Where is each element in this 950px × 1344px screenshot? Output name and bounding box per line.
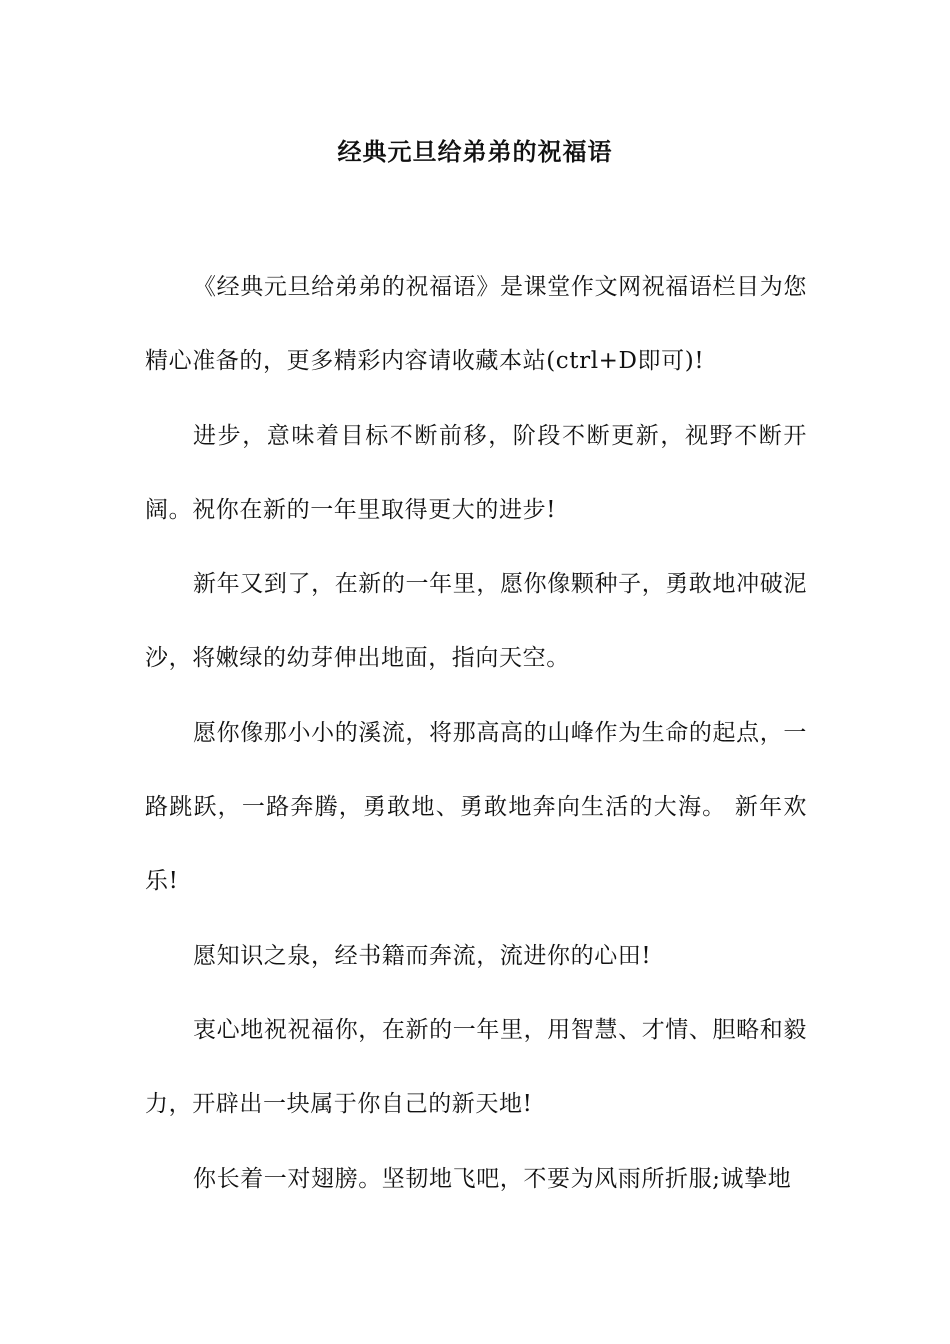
paragraph: 新年又到了，在新的一年里，愿你像颗种子，勇敢地冲破泥沙，将嫩绿的幼芽伸出地面，指向天空。	[145, 571, 807, 672]
paragraph: 你长着一对翅膀。坚韧地飞吧，不要为风雨所折服;诚挚地	[193, 1165, 792, 1192]
paragraph: 愿你像那小小的溪流，将那高高的山峰作为生命的起点，一路跳跃，一路奔腾，勇敢地、勇敢地奔向生活的大海。 新年欢乐!	[145, 719, 807, 895]
paragraph: 《经典元旦给弟弟的祝福语》是课堂作文网祝福语栏目为您精心准备的，更多精彩内容请收藏本站(ctrl+D即可)!	[145, 274, 807, 375]
paragraph: 衷心地祝祝福你，在新的一年里，用智慧、才情、胆略和毅力，开辟出一块属于你自己的新天地!	[145, 1016, 807, 1118]
paragraph: 愿知识之泉，经书籍而奔流，流进你的心田!	[193, 942, 652, 969]
paragraph: 进步，意味着目标不断前移，阶段不断更新，视野不断开阔。祝你在新的一年里取得更大的进步!	[145, 422, 807, 523]
document-body	[145, 250, 807, 1216]
document-title: 经典元旦给弟弟的祝福语	[337, 138, 613, 166]
